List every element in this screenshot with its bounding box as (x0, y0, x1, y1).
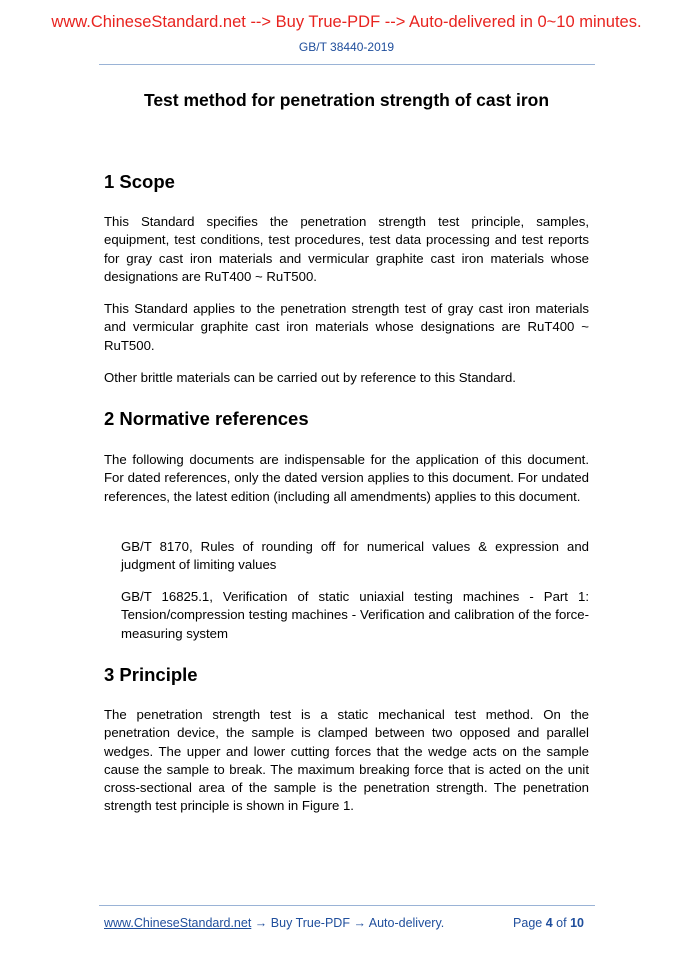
page-total: 10 (570, 916, 584, 930)
scope-paragraph-2: This Standard applies to the penetration strength test of gray cast iron materials and vermicular graphite cast iron materials whose designations are RuT400 ~ RuT500. (104, 301, 589, 353)
arrow-right-icon: → (353, 916, 366, 930)
top-banner[interactable]: www.ChineseStandard.net --> Buy True-PDF --> Auto-delivered in 0~10 minutes. (51, 13, 642, 31)
header-divider (99, 64, 595, 65)
page-indicator (513, 916, 584, 930)
document-title: Test method for penetration strength of cast iron (143, 90, 550, 110)
normative-reference-gbt-16825-1: GB/T 16825.1, Verification of static uniaxial testing machines - Part 1: Tension/compression testing machines - Verification and calibration of the force-measuring system (121, 589, 589, 641)
page-label: Page (513, 916, 543, 930)
normative-paragraph-1: The following documents are indispensable for the application of this document. For dated references, only the dated version applies to this document. For undated references, the latest edition (including all amendments) applies to this document. (104, 452, 589, 504)
footer-site-link[interactable]: www.ChineseStandard.net (104, 916, 252, 930)
section-heading-scope: 1 Scope (104, 171, 175, 192)
page-current: 4 (545, 916, 553, 930)
footer-divider (99, 905, 595, 906)
section-heading-normative-references: 2 Normative references (104, 408, 309, 429)
scope-paragraph-3: Other brittle materials can be carried out by reference to this Standard. (104, 370, 516, 385)
page-of: of (556, 916, 567, 930)
standard-number: GB/T 38440-2019 (298, 40, 395, 54)
scope-paragraph-1: This Standard specifies the penetration strength test principle, samples, equipment, test conditions, test procedures, test data processing and test reports for gray cast iron materials and vermicular graphite cast iron materials whose designations are RuT400 ~ RuT500. (104, 214, 589, 284)
normative-reference-gbt-8170: GB/T 8170, Rules of rounding off for numerical values & expression and judgment of limiting values (121, 539, 589, 573)
section-heading-principle: 3 Principle (104, 664, 198, 685)
footer-promo-link[interactable] (104, 916, 444, 930)
principle-paragraph-1: The penetration strength test is a static mechanical test method. On the penetration device, the sample is clamped between two opposed and parallel wedges. The upper and lower cutting forces that the wedge acts on the sample cause the sample to break. The maximum breaking force that is acted on the unit cross-sectional area of the sample is the penetration strength. The penetration strength test principle is shown in Figure 1. (104, 707, 589, 814)
footer-buy-text: Buy True-PDF (270, 916, 350, 930)
arrow-right-icon: → (254, 916, 268, 930)
footer-delivery-text: Auto-delivery. (368, 916, 445, 930)
